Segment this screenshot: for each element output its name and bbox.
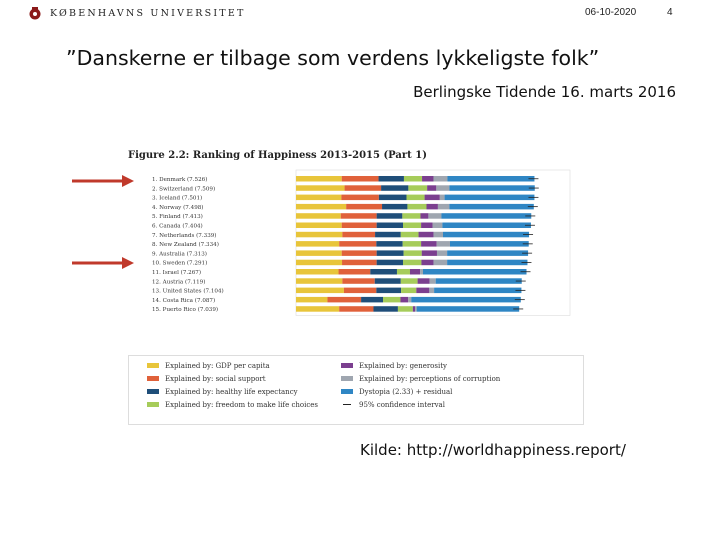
bar-segment	[437, 250, 447, 256]
bar-segment	[413, 306, 415, 312]
bar-segment	[443, 232, 529, 238]
bar-segment	[403, 241, 421, 247]
bar-segment	[433, 260, 447, 266]
bar-segment	[327, 297, 361, 303]
bar-segment	[417, 306, 520, 312]
bar-segment	[411, 297, 521, 303]
bar-segment	[401, 288, 416, 294]
bar-segment	[429, 288, 434, 294]
category-label: 4. Norway (7.498)	[152, 204, 204, 211]
legend-swatch	[341, 389, 353, 394]
bar-segment	[420, 213, 428, 219]
category-label: 14. Costa Rica (7.087)	[152, 297, 216, 304]
category-label: 7. Netherlands (7.339)	[152, 232, 217, 239]
bar-segment	[397, 269, 410, 275]
legend-label: Explained by: perceptions of corruption	[359, 375, 501, 383]
bar-segment	[400, 297, 408, 303]
bar-segment	[296, 232, 342, 238]
bar-segment	[377, 213, 403, 219]
bar-segment	[296, 269, 339, 275]
bar-segment	[442, 223, 531, 229]
bar-segment	[373, 306, 397, 312]
bar-segment	[339, 306, 373, 312]
happiness-chart	[128, 142, 582, 320]
bar-segment	[375, 232, 401, 238]
legend-label: 95% confidence interval	[359, 401, 445, 409]
bar-segment	[449, 185, 534, 191]
legend-label: Dystopia (2.33) + residual	[359, 388, 453, 396]
chart-title: Figure 2.2: Ranking of Happiness 2013-2015 (Part 1)	[128, 150, 427, 161]
bar-segment	[447, 176, 534, 182]
bar-segment	[382, 204, 407, 210]
bar-segment	[433, 223, 443, 229]
bar-segment	[427, 185, 436, 191]
bar-segment	[296, 241, 339, 247]
bar-segment	[406, 195, 424, 201]
bar-segment	[433, 232, 443, 238]
bar-segment	[404, 250, 422, 256]
category-label: 9. Australia (7.313)	[152, 251, 207, 258]
bar-segment	[440, 195, 445, 201]
bar-segment	[344, 288, 376, 294]
category-label: 5. Finland (7.413)	[152, 214, 203, 221]
bar-segment	[342, 250, 377, 256]
category-label: 12. Austria (7.119)	[152, 279, 206, 286]
bar-segment	[404, 176, 422, 182]
crown-icon	[28, 6, 42, 20]
category-label: 1. Denmark (7.526)	[152, 177, 208, 183]
bar-segment	[339, 241, 376, 247]
bar-segment	[434, 288, 521, 294]
bar-segment	[401, 278, 418, 284]
bar-segment	[296, 223, 342, 229]
bar-segment	[296, 260, 342, 266]
category-label: 11. Israel (7.267)	[152, 270, 202, 276]
bar-segment	[377, 250, 404, 256]
bar-segment	[361, 297, 383, 303]
legend-label: Explained by: freedom to make life choices	[165, 401, 318, 409]
bar-segment	[377, 223, 403, 229]
bar-segment	[398, 306, 413, 312]
bar-segment	[296, 306, 339, 312]
bar-segment	[342, 232, 375, 238]
bar-segment	[376, 241, 402, 247]
category-label: 15. Puerto Rico (7.039)	[152, 307, 219, 314]
bar-segment	[419, 232, 434, 238]
university-logo	[28, 6, 246, 20]
bar-segment	[339, 269, 371, 275]
category-label: 6. Canada (7.404)	[152, 223, 203, 230]
bar-segment	[422, 176, 433, 182]
page-number: 4	[667, 7, 673, 18]
slide-subtitle: Berlingske Tidende 16. marts 2016	[413, 83, 676, 101]
bar-segment	[401, 232, 419, 238]
bar-segment	[341, 213, 377, 219]
bar-segment	[408, 185, 427, 191]
category-label: 2. Switzerland (7.509)	[152, 186, 216, 193]
legend-swatch	[147, 363, 159, 368]
bar-segment	[428, 213, 441, 219]
bar-segment	[342, 223, 377, 229]
highlight-arrow-sweden	[72, 256, 136, 270]
bar-segment	[379, 195, 407, 201]
bar-segment	[376, 288, 401, 294]
bar-segment	[421, 223, 432, 229]
bar-segment	[438, 204, 449, 210]
bar-segment	[342, 278, 374, 284]
bar-segment	[342, 176, 379, 182]
university-name: KØBENHAVNS UNIVERSITET	[50, 7, 246, 19]
source-citation: Kilde: http://worldhappiness.report/	[360, 441, 626, 459]
legend-label: Explained by: GDP per capita	[165, 362, 270, 370]
legend-swatch	[147, 389, 159, 394]
chart-legend	[128, 355, 584, 425]
bar-segment	[403, 260, 421, 266]
bar-segment	[423, 269, 527, 275]
bar-segment	[296, 250, 342, 256]
bar-segment	[296, 195, 341, 201]
bar-segment	[296, 278, 342, 284]
bar-segment	[422, 250, 437, 256]
bar-segment	[450, 241, 529, 247]
highlight-arrow-denmark	[72, 174, 136, 188]
bar-segment	[436, 278, 522, 284]
chart-svg	[128, 142, 582, 320]
bar-segment	[433, 176, 447, 182]
bar-segment	[346, 204, 382, 210]
legend-label: Explained by: social support	[165, 375, 266, 383]
bar-segment	[415, 306, 417, 312]
category-label: 13. United States (7.104)	[152, 288, 224, 295]
slide-title: ”Danskerne er tilbage som verdens lykkeligste folk”	[66, 46, 600, 70]
bar-segment	[296, 176, 342, 182]
bar-segment	[296, 297, 327, 303]
bar-segment	[296, 213, 341, 219]
bar-segment	[425, 195, 440, 201]
bar-segment	[370, 269, 397, 275]
bar-segment	[408, 297, 411, 303]
bar-segment	[379, 176, 404, 182]
legend-swatch	[341, 363, 353, 368]
chart-rows	[152, 170, 570, 316]
bar-segment	[449, 204, 533, 210]
legend-svg	[129, 356, 583, 424]
bar-segment	[296, 288, 344, 294]
category-label: 8. New Zealand (7.334)	[152, 242, 219, 249]
category-label: 3. Iceland (7.501)	[152, 195, 203, 202]
bar-segment	[383, 297, 400, 303]
bar-segment	[445, 195, 535, 201]
bar-segment	[407, 204, 426, 210]
bar-segment	[447, 250, 528, 256]
bar-segment	[402, 213, 420, 219]
bar-segment	[345, 185, 382, 191]
bar-segment	[416, 288, 429, 294]
bar-segment	[436, 185, 449, 191]
bar-segment	[437, 241, 450, 247]
bar-segment	[441, 213, 531, 219]
bar-segment	[420, 269, 423, 275]
bar-segment	[403, 223, 421, 229]
bar-segment	[296, 185, 345, 191]
legend-swatch	[147, 402, 159, 407]
bar-segment	[342, 260, 377, 266]
legend-label: Explained by: healthy life expectancy	[165, 388, 298, 396]
bar-segment	[418, 278, 430, 284]
bar-segment	[410, 269, 420, 275]
bar-segment	[296, 204, 346, 210]
bar-segment	[381, 185, 408, 191]
slide-date: 06-10-2020	[585, 7, 637, 18]
legend-swatch	[147, 376, 159, 381]
bar-segment	[430, 278, 436, 284]
bar-segment	[421, 241, 437, 247]
bar-segment	[341, 195, 378, 201]
bar-segment	[447, 260, 527, 266]
bar-segment	[426, 204, 437, 210]
category-label: 10. Sweden (7.291)	[152, 260, 208, 267]
bar-segment	[377, 260, 403, 266]
legend-label: Explained by: generosity	[359, 362, 447, 370]
legend-swatch	[341, 376, 353, 381]
bar-segment	[375, 278, 401, 284]
bar-segment	[421, 260, 433, 266]
